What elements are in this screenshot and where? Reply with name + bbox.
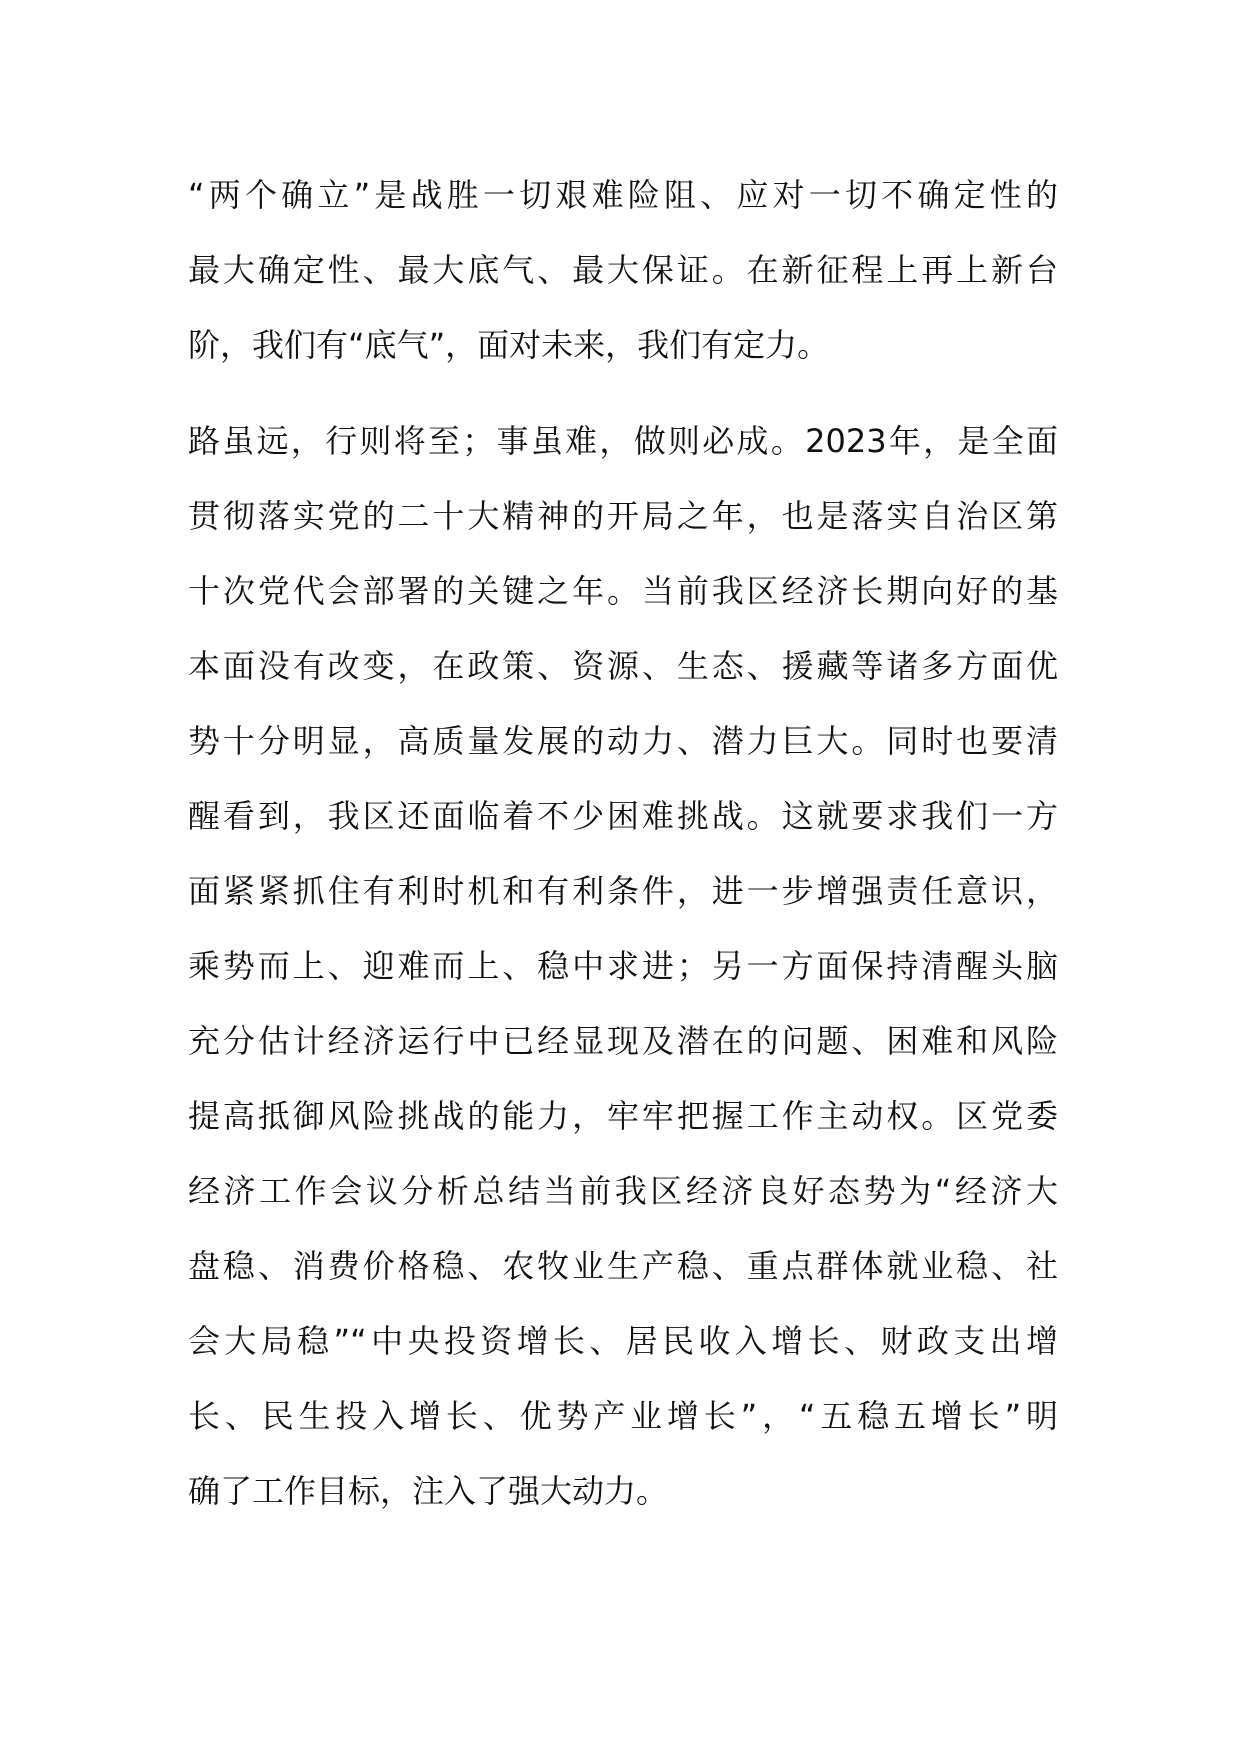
text-line: 长、民生投入增长、优势产业增长”，“五稳五增长”明 <box>188 1397 1058 1435</box>
text-line: 面紧紧抓住有利时机和有利条件，进一步增强责任意识， <box>188 872 1058 910</box>
text-line: 充分估计经济运行中已经显现及潜在的问题、困难和风险 <box>188 1022 1058 1060</box>
text-line: 路虽远，行则将至；事虽难，做则必成。2023年，是全面 <box>188 422 1058 460</box>
text-line: 本面没有改变，在政策、资源、生态、援藏等诸多方面优 <box>188 647 1058 685</box>
text-line: 确了工作目标，注入了强大动力。 <box>188 1472 669 1510</box>
text-line: 经济工作会议分析总结当前我区经济良好态势为“经济大 <box>188 1172 1058 1210</box>
text-line: 提高抵御风险挑战的能力，牢牢把握工作主动权。区党委 <box>188 1097 1058 1135</box>
text-line: 最大确定性、最大底气、最大保证。在新征程上再上新台 <box>188 251 1058 289</box>
paragraph-economic-situation <box>188 404 1058 1529</box>
text-line: 阶，我们有“底气”，面对未来，我们有定力。 <box>188 326 830 364</box>
text-line: 盘稳、消费价格稳、农牧业生产稳、重点群体就业稳、社 <box>188 1247 1058 1285</box>
text-line: 势十分明显，高质量发展的动力、潜力巨大。同时也要清 <box>188 722 1058 760</box>
text-line: 会大局稳”“中央投资增长、居民收入增长、财政支出增 <box>188 1322 1058 1360</box>
text-line: “两个确立”是战胜一切艰难险阻、应对一切不确定性的 <box>188 176 1058 214</box>
paragraph-two-establishments <box>188 158 1058 383</box>
text-line: 醒看到，我区还面临着不少困难挑战。这就要求我们一方 <box>188 797 1058 835</box>
text-line: 乘势而上、迎难而上、稳中求进；另一方面保持清醒头脑 <box>188 947 1058 985</box>
text-line: 十次党代会部署的关键之年。当前我区经济长期向好的基 <box>188 572 1058 610</box>
text-line: 贯彻落实党的二十大精神的开局之年，也是落实自治区第 <box>188 497 1058 535</box>
